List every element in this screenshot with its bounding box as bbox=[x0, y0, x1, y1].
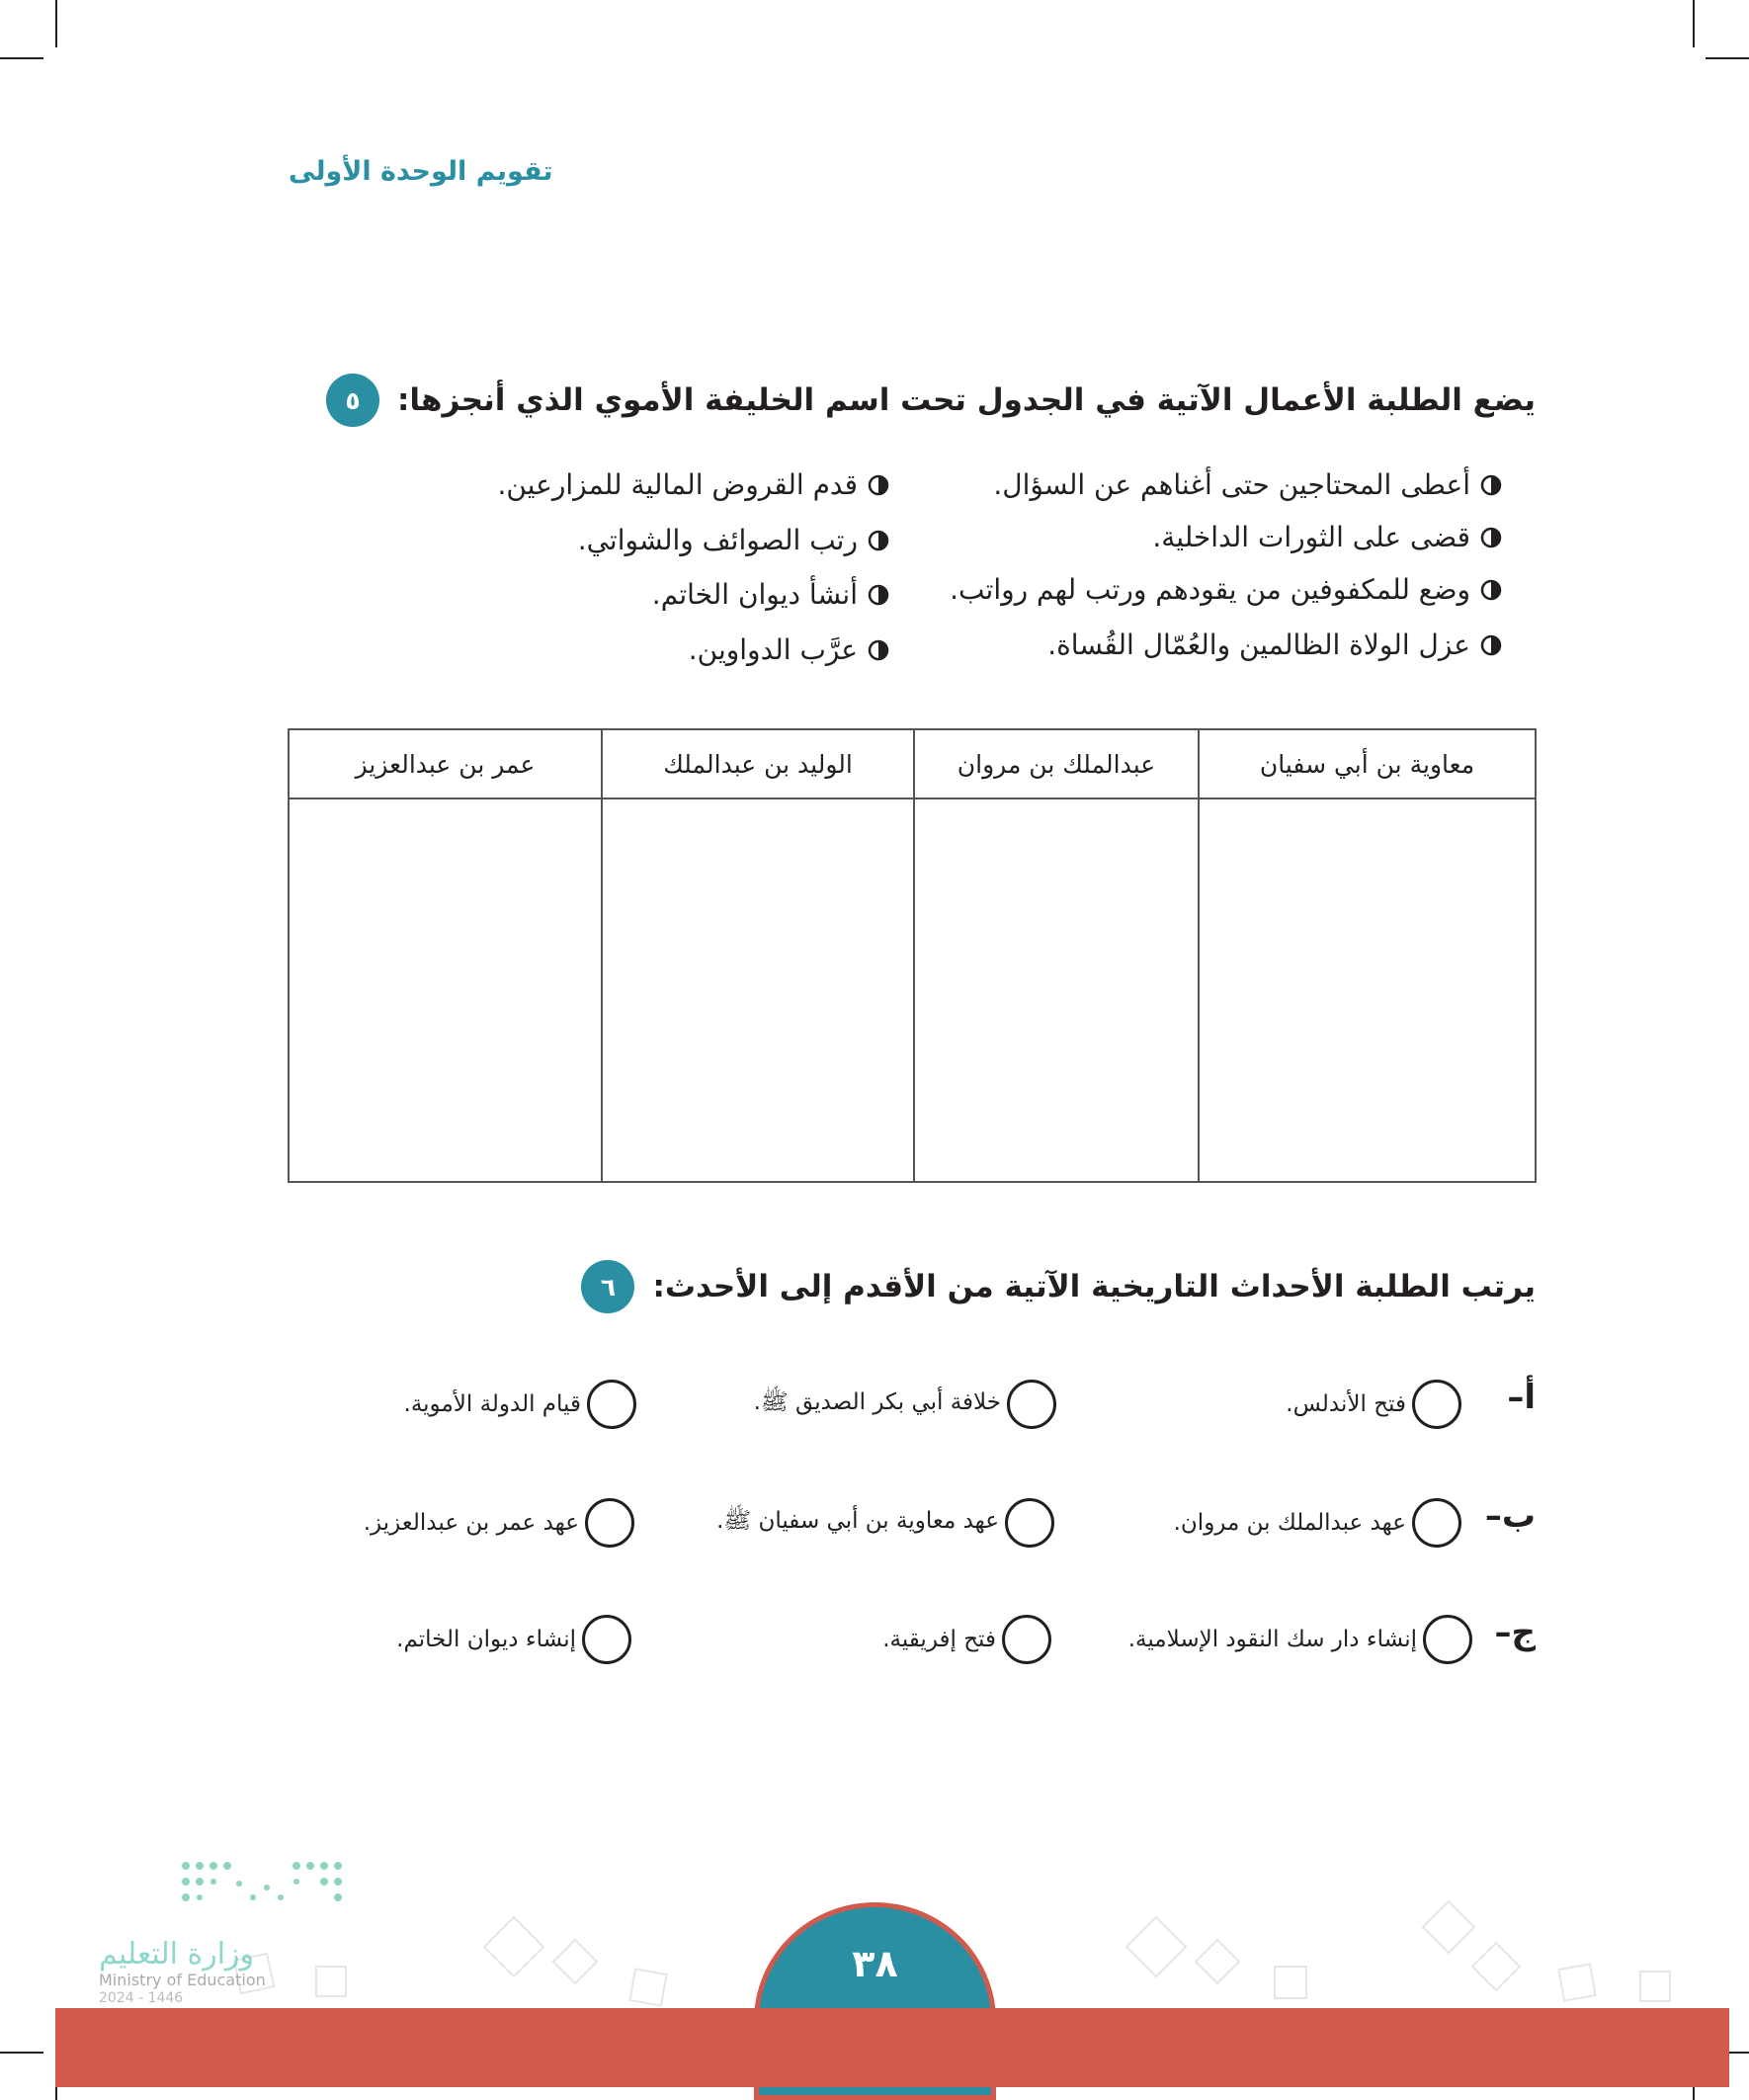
crop-mark bbox=[0, 57, 43, 59]
order-item bbox=[1128, 1615, 1472, 1664]
half-circle-bullet-icon bbox=[1480, 579, 1502, 601]
order-item-text: فتح الأندلس. bbox=[1286, 1391, 1406, 1417]
order-row-b bbox=[296, 1490, 1536, 1559]
order-item bbox=[882, 1615, 1051, 1664]
list-item bbox=[950, 573, 1502, 606]
row-letter: ب– bbox=[1484, 1496, 1536, 1536]
list-item-text: وضع للمكفوفين من يقودهم ورتب لهم رواتب. bbox=[950, 573, 1470, 606]
row-letter: أ– bbox=[1507, 1378, 1536, 1417]
ministry-name-arabic: وزارة التعليم bbox=[99, 1937, 255, 1972]
list-item bbox=[993, 468, 1502, 501]
page-number: ٣٨ bbox=[852, 1942, 898, 1985]
order-circle[interactable] bbox=[1423, 1615, 1472, 1664]
answer-cell[interactable] bbox=[602, 798, 914, 1182]
table-header-cell: عمر بن عبدالعزيز bbox=[289, 729, 602, 798]
table-header-cell: الوليد بن عبدالملك bbox=[602, 729, 914, 798]
question-5 bbox=[326, 374, 1536, 427]
order-circle[interactable] bbox=[1412, 1380, 1461, 1429]
footer-band bbox=[55, 2008, 1729, 2087]
list-item bbox=[1047, 629, 1502, 661]
list-item-text: قدم القروض المالية للمزارعين. bbox=[497, 468, 858, 501]
half-circle-bullet-icon bbox=[868, 584, 889, 606]
order-item-text: عهد عمر بن عبدالعزيز. bbox=[363, 1510, 579, 1536]
order-row-a bbox=[296, 1372, 1536, 1441]
half-circle-bullet-icon bbox=[868, 639, 889, 661]
order-item-text: إنشاء ديوان الخاتم. bbox=[396, 1627, 576, 1652]
crop-mark bbox=[0, 2052, 43, 2054]
order-circle[interactable] bbox=[587, 1380, 636, 1429]
order-row-c bbox=[296, 1607, 1536, 1676]
table-header-row bbox=[289, 729, 1536, 798]
list-item bbox=[652, 578, 889, 611]
crop-mark bbox=[55, 0, 57, 47]
order-item-text: عهد معاوية بن أبي سفيان ﷺ. bbox=[716, 1508, 999, 1534]
order-item bbox=[754, 1380, 1056, 1429]
unit-review-title: تقويم الوحدة الأولى bbox=[289, 156, 553, 187]
list-item-text: أعطى المحتاجين حتى أغناهم عن السؤال. bbox=[993, 468, 1470, 501]
list-item-text: عرَّب الدواوين. bbox=[688, 633, 858, 666]
half-circle-bullet-icon bbox=[1480, 527, 1502, 548]
answer-cell[interactable] bbox=[914, 798, 1199, 1182]
order-item bbox=[396, 1615, 631, 1664]
order-item-text: فتح إفريقية. bbox=[882, 1627, 996, 1652]
order-item-text: قيام الدولة الأموية. bbox=[403, 1391, 581, 1417]
order-circle[interactable] bbox=[1005, 1498, 1054, 1548]
order-circle[interactable] bbox=[1412, 1498, 1461, 1548]
list-item bbox=[1152, 521, 1502, 553]
order-item bbox=[364, 1498, 634, 1548]
table-row bbox=[289, 798, 1536, 1182]
question-6-text: يرتب الطلبة الأحداث التاريخية الآتية من الأقدم إلى الأحدث: bbox=[652, 1269, 1536, 1304]
order-item-text: خلافة أبي بكر الصديق ﷺ. bbox=[753, 1389, 1001, 1415]
list-item-text: قضى على الثورات الداخلية. bbox=[1152, 521, 1470, 553]
ministry-name-english: Ministry of Education bbox=[99, 1971, 266, 1989]
ministry-year: 2024 - 1446 bbox=[99, 1990, 184, 2006]
table-header-cell: عبدالملك بن مروان bbox=[914, 729, 1199, 798]
order-item bbox=[404, 1380, 636, 1429]
answer-cell[interactable] bbox=[1199, 798, 1536, 1182]
list-item bbox=[497, 468, 889, 501]
order-item bbox=[1174, 1498, 1461, 1548]
table-header-cell: معاوية بن أبي سفيان bbox=[1199, 729, 1536, 798]
order-circle[interactable] bbox=[585, 1498, 634, 1548]
crop-mark bbox=[1693, 0, 1695, 47]
half-circle-bullet-icon bbox=[1480, 474, 1502, 496]
order-circle[interactable] bbox=[582, 1615, 631, 1664]
question-6-badge: ٦ bbox=[581, 1260, 634, 1313]
half-circle-bullet-icon bbox=[868, 474, 889, 496]
list-item-text: عزل الولاة الظالمين والعُمّال القُساة. bbox=[1047, 629, 1470, 661]
order-item bbox=[1286, 1380, 1461, 1429]
half-circle-bullet-icon bbox=[868, 530, 889, 551]
list-item-text: أنشأ ديوان الخاتم. bbox=[651, 578, 858, 611]
answer-cell[interactable] bbox=[289, 798, 602, 1182]
row-letter: ج– bbox=[1494, 1613, 1536, 1652]
order-circle[interactable] bbox=[1002, 1615, 1051, 1664]
order-item bbox=[716, 1498, 1054, 1548]
caliphs-table bbox=[288, 728, 1537, 1183]
order-circle[interactable] bbox=[1007, 1380, 1056, 1429]
list-item bbox=[689, 633, 889, 666]
list-item-text: رتب الصوائف والشواتي. bbox=[577, 524, 858, 556]
question-5-text: يضع الطلبة الأعمال الآتية في الجدول تحت اسم الخليفة الأموي الذي أنجزها: bbox=[396, 382, 1536, 418]
ministry-dots-logo-icon bbox=[178, 1858, 356, 1913]
crop-mark bbox=[1706, 57, 1749, 59]
question-5-badge: ٥ bbox=[326, 374, 379, 427]
list-item bbox=[578, 524, 889, 556]
order-item-text: إنشاء دار سك النقود الإسلامية. bbox=[1127, 1627, 1417, 1652]
order-item-text: عهد عبدالملك بن مروان. bbox=[1173, 1510, 1406, 1536]
question-6 bbox=[581, 1260, 1536, 1313]
half-circle-bullet-icon bbox=[1480, 634, 1502, 656]
